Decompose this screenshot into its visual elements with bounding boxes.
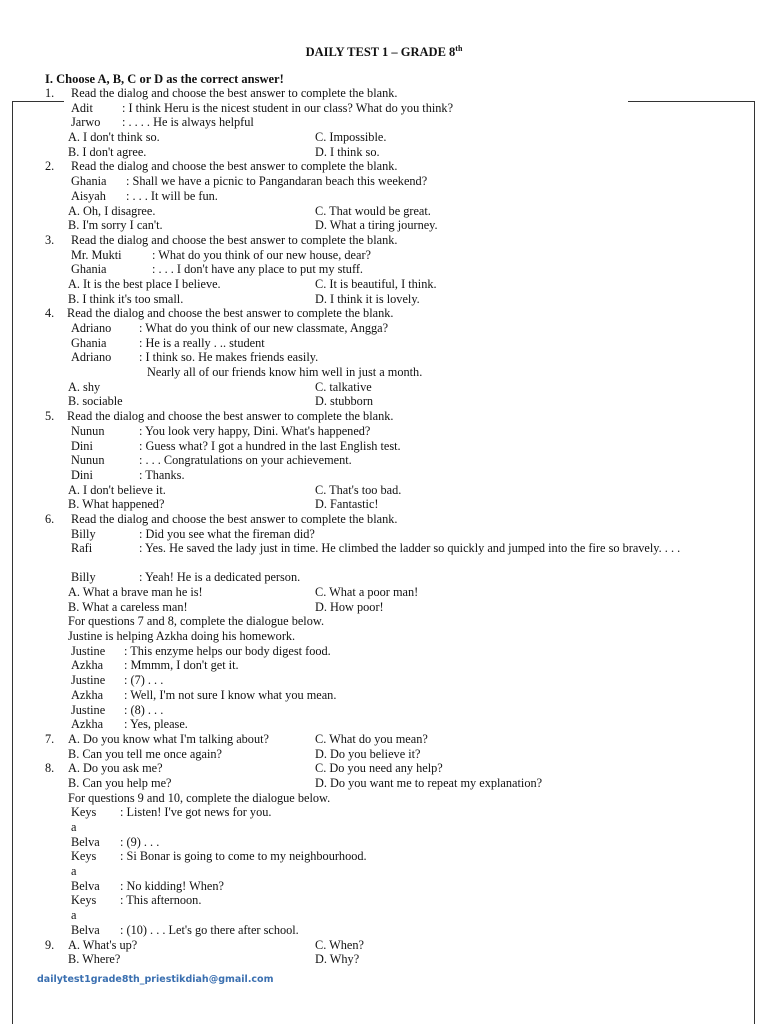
options-row: 8. A. Do you ask me? C. Do you need any help? <box>45 761 443 776</box>
option-c[interactable]: C. talkative <box>315 379 372 394</box>
dialog-line: Justine : (8) . . . <box>71 702 164 717</box>
dialog-line: Azkha : Well, I'm not sure I know what you mean. <box>71 687 337 702</box>
question-6-prompt: 6. Read the dialog and choose the best answer to complete the blank. <box>45 511 398 526</box>
dialog-line: Justine : This enzyme helps our body digest food. <box>71 643 331 658</box>
options-row <box>0 952 768 967</box>
option-d[interactable]: D. Fantastic! <box>315 497 379 512</box>
options-row: 7. A. Do you know what I'm talking about? C. What do you mean? <box>45 731 428 746</box>
dialog-line: Belva : No kidding! When? <box>71 878 224 893</box>
options-row <box>0 497 768 512</box>
question-list <box>0 86 768 967</box>
options-row <box>0 600 768 615</box>
options-row <box>0 218 768 233</box>
option-c[interactable]: C. That's too bad. <box>315 482 402 497</box>
dialog-line: Adriano : I think so. He makes friends easily. <box>71 350 319 365</box>
dialog-line: Keys : This afternoon. <box>71 893 202 908</box>
dialog-line: Dini : Thanks. <box>71 467 185 482</box>
question-5-prompt: 5. Read the dialog and choose the best answer to complete the blank. <box>45 409 394 424</box>
dialog-line: Ghania : . . . I don't have any place to put my stuff. <box>71 262 363 277</box>
section-instruction: I. Choose A, B, C or D as the correct answer! <box>45 72 284 86</box>
dialog-line: Rafi : Yes. He saved the lady just in time. He climbed the ladder so quickly and jumped into the fire so bravely. . . . <box>71 541 681 556</box>
footer-email: dailytest1grade8th_priestikdiah@gmail.com <box>37 974 274 985</box>
dialog-line: Billy : Did you see what the fireman did? <box>71 526 315 541</box>
dialog-line: Ghania : He is a really . .. student <box>71 335 265 350</box>
option-b[interactable]: B. I don't agree. <box>68 144 147 159</box>
option-c[interactable]: C. Do you need any help? <box>315 761 443 776</box>
option-a[interactable]: A. Do you know what I'm talking about? <box>68 731 269 746</box>
options-row <box>0 585 768 600</box>
dialog-line: Aisyah : . . . It will be fun. <box>71 188 218 203</box>
question-2-prompt: 2. Read the dialog and choose the best answer to complete the blank. <box>45 159 398 174</box>
option-c[interactable]: C. What do you mean? <box>315 731 428 746</box>
question-1-prompt: 1. Read the dialog and choose the best answer to complete the blank. <box>45 86 398 100</box>
option-b[interactable]: B. Can you tell me once again? <box>68 746 223 761</box>
dialog-line: Keys : Si Bonar is going to come to my neighbourhood. <box>71 849 367 864</box>
dialog-line: Adriano : What do you think of our new classmate, Angga? <box>71 321 389 335</box>
dialog-line: Azkha : Mmmm, I don't get it. <box>71 658 239 673</box>
option-c[interactable]: C. Impossible. <box>315 130 387 145</box>
question-3-prompt: 3. Read the dialog and choose the best answer to complete the blank. <box>45 232 398 247</box>
dialog-intro: For questions 7 and 8, complete the dialogue below. <box>68 614 325 629</box>
option-b[interactable]: B. I'm sorry I can't. <box>68 218 163 233</box>
dialog-line-fragment: a <box>71 820 77 834</box>
option-d[interactable]: D. Why? <box>315 952 360 967</box>
options-row <box>0 483 768 498</box>
dialog-line-fragment: a <box>71 908 77 923</box>
option-c[interactable]: C. What a poor man! <box>315 585 419 599</box>
question-4-prompt: 4. Read the dialog and choose the best answer to complete the blank. <box>45 306 394 321</box>
option-a[interactable]: A. Do you ask me? <box>68 761 163 776</box>
option-d[interactable]: D. I think so. <box>315 144 380 159</box>
dialog-line: Keys : Listen! I've got news for you. <box>71 805 272 820</box>
option-b[interactable]: B. What happened? <box>68 497 165 512</box>
dialog-line: Mr. Mukti : What do you think of our new house, dear? <box>71 247 372 262</box>
options-row <box>0 747 768 762</box>
options-row <box>0 394 768 409</box>
option-b[interactable]: B. I think it's too small. <box>68 291 184 306</box>
options-row: 9. A. What's up? C. When? <box>45 937 364 952</box>
dialog-line: Azkha : Yes, please. <box>71 717 188 732</box>
dialog-line: Belva : (10) . . . Let's go there after school. <box>71 922 299 937</box>
option-a[interactable]: A. I don't believe it. <box>68 482 166 497</box>
options-row <box>0 130 768 145</box>
option-c[interactable]: C. When? <box>315 937 364 952</box>
options-row <box>0 204 768 219</box>
options-row <box>0 776 768 791</box>
option-c[interactable]: C. That would be great. <box>315 203 431 218</box>
option-d[interactable]: D. How poor! <box>315 599 384 614</box>
option-a[interactable]: A. Oh, I disagree. <box>68 203 156 218</box>
dialog-intro: For questions 9 and 10, complete the dialogue below. <box>68 790 331 805</box>
option-b[interactable]: B. Where? <box>68 952 121 967</box>
option-b[interactable]: B. Can you help me? <box>68 775 172 790</box>
dialog-line: Nunun : You look very happy, Dini. What's happened? <box>71 423 371 438</box>
option-d[interactable]: D. Do you want me to repeat my explanation? <box>315 775 543 790</box>
dialog-line: Billy : Yeah! He is a dedicated person. <box>71 570 301 585</box>
dialog-line: Belva : (9) . . . <box>71 834 160 849</box>
option-a[interactable]: A. What a brave man he is! <box>68 585 203 599</box>
option-d[interactable]: D. stubborn <box>315 394 374 409</box>
page-title: DAILY TEST 1 – GRADE 8th <box>305 44 463 60</box>
option-d[interactable]: D. I think it is lovely. <box>315 291 420 306</box>
option-c[interactable]: C. It is beautiful, I think. <box>315 276 437 291</box>
option-b[interactable]: B. What a careless man! <box>68 599 188 614</box>
option-a[interactable]: A. What's up? <box>68 937 138 952</box>
dialog-line: Justine : (7) . . . <box>71 673 164 688</box>
option-a[interactable]: A. shy <box>68 379 101 394</box>
options-row <box>0 292 768 307</box>
option-d[interactable]: D. What a tiring journey. <box>315 218 438 233</box>
dialog-intro: Justine is helping Azkha doing his homework. <box>68 629 296 644</box>
options-row <box>0 145 768 160</box>
dialog-line: Adit : I think Heru is the nicest student in our class? What do you think? <box>71 100 454 115</box>
dialog-line: Nunun : . . . Congratulations on your achievement. <box>71 453 352 468</box>
dialog-line: Jarwo : . . . . He is always helpful <box>71 115 254 130</box>
option-a[interactable]: A. I don't think so. <box>68 130 160 145</box>
dialog-line-fragment: a <box>71 864 77 879</box>
options-row <box>0 277 768 292</box>
option-b[interactable]: B. sociable <box>68 394 123 409</box>
dialog-line: Dini : Guess what? I got a hundred in the last English test. <box>71 438 401 453</box>
option-d[interactable]: D. Do you believe it? <box>315 746 421 761</box>
option-a[interactable]: A. It is the best place I believe. <box>68 276 221 291</box>
options-row <box>0 380 768 395</box>
dialog-line: Nearly all of our friends know him well in just a month. <box>147 365 423 380</box>
dialog-line: Ghania : Shall we have a picnic to Pangandaran beach this weekend? <box>71 174 428 189</box>
